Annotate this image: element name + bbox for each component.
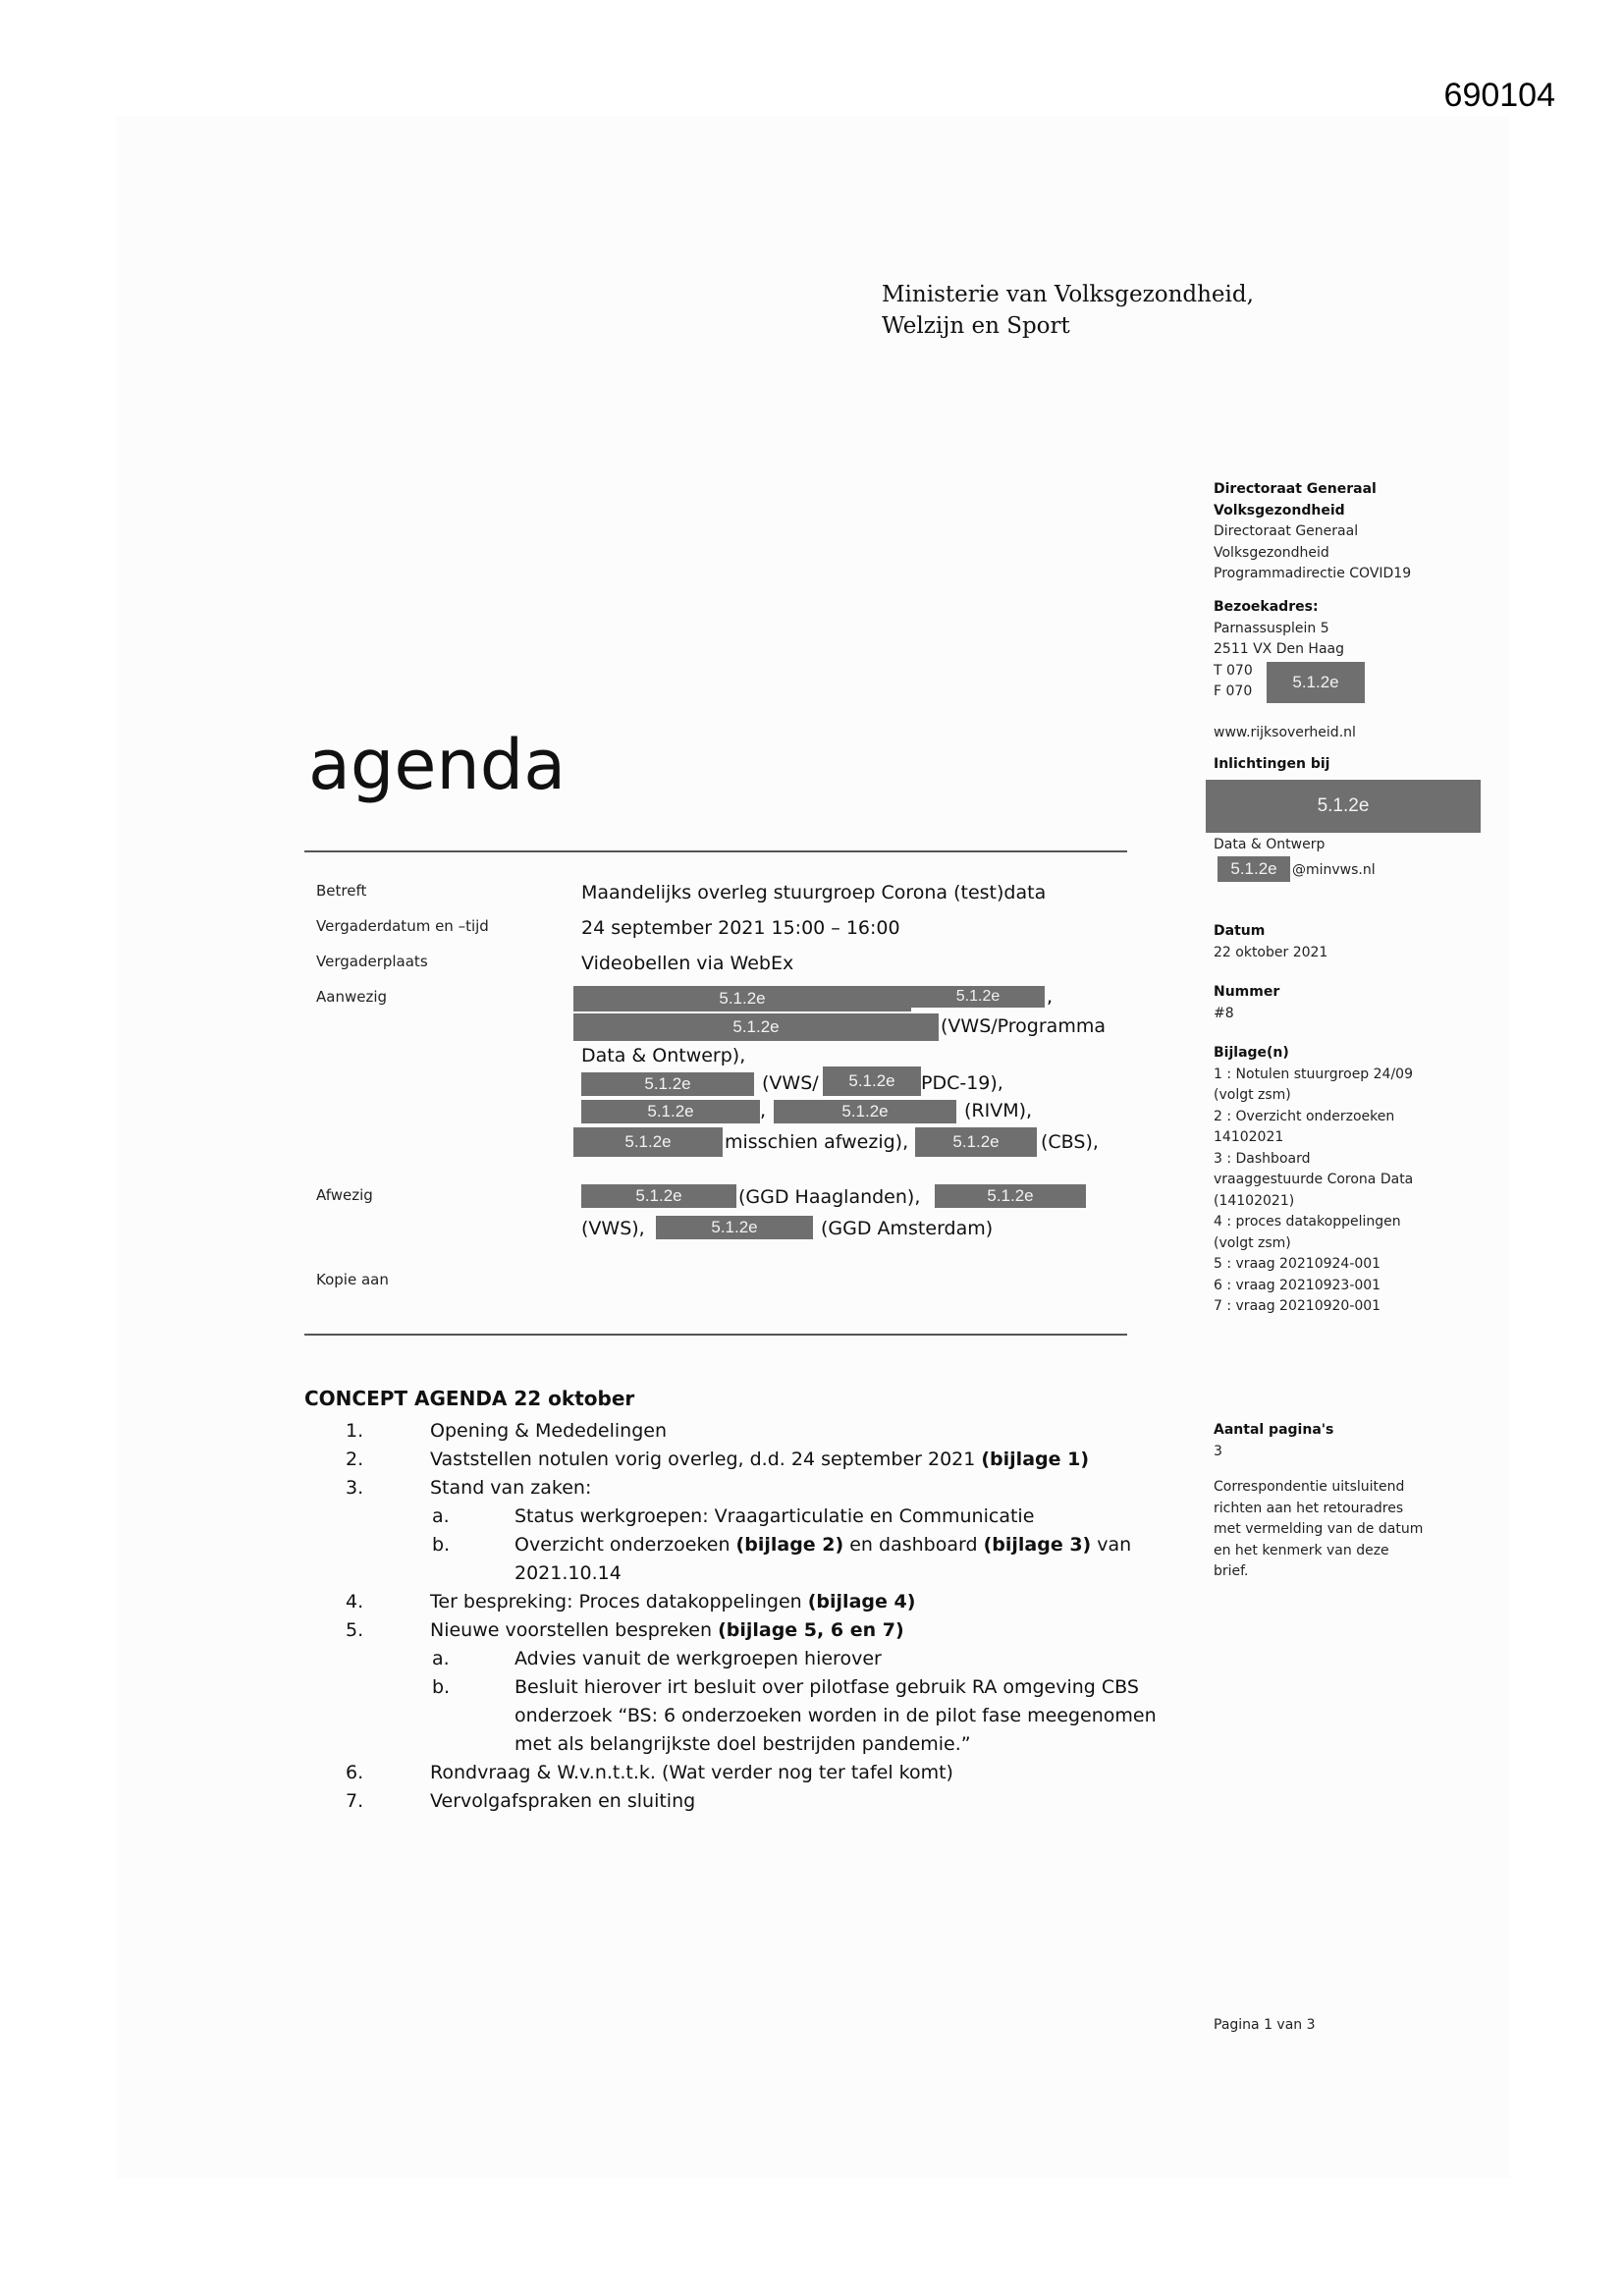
correspondence-line: richten aan het retouradres (1214, 1500, 1404, 1516)
sidebar-inlichtingen (1214, 754, 1329, 776)
redaction-box: 5.1.2e (1206, 780, 1481, 833)
agenda-subitem-letter: a. (432, 1648, 450, 1669)
redaction-box: 5.1.2e (656, 1216, 813, 1239)
redaction-box: 5.1.2e (1218, 856, 1290, 882)
kopie-label: Kopie aan (316, 1271, 389, 1288)
sidebar-pages-label: Aantal pagina's (1214, 1422, 1334, 1438)
page-number: Pagina 1 van 3 (1214, 2017, 1316, 2033)
aanwezig-comma: , (1047, 986, 1054, 1008)
sidebar-city: 2511 VX Den Haag (1214, 641, 1344, 657)
redaction-box: 5.1.2e (573, 1127, 723, 1157)
agenda-item-number: 2. (346, 1449, 364, 1470)
bijlage-line: 1 : Notulen stuurgroep 24/09 (1214, 1066, 1413, 1082)
agenda-subitem-text: Overzicht onderzoeken (bijlage 2) en dashboard (bijlage 3) van (514, 1534, 1132, 1556)
betreft-value: Maandelijks overleg stuurgroep Corona (test)data (581, 882, 1047, 903)
bijlage-line: 14102021 (1214, 1129, 1284, 1145)
redaction-box: 5.1.2e (573, 986, 911, 1011)
aanwezig-vws-programma: (VWS/Programma (941, 1015, 1106, 1037)
document-number: 690104 (1443, 77, 1555, 114)
bijlage-line: (14102021) (1214, 1192, 1295, 1209)
bijlage-line: 4 : proces datakoppelingen (1214, 1214, 1401, 1230)
sidebar-dg-bold-1: Directoraat Generaal (1214, 481, 1377, 497)
redaction-box: 5.1.2e (823, 1066, 921, 1096)
agenda-item-number: 5. (346, 1619, 364, 1641)
aanwezig-label: Aanwezig (316, 988, 388, 1006)
agenda-subitem-letter: b. (432, 1676, 451, 1698)
ministry-line-1: Ministerie van Volksgezondheid, (882, 282, 1254, 307)
agenda-subitem-letter: b. (432, 1534, 451, 1556)
bijlage-line: 5 : vraag 20210924-001 (1214, 1256, 1381, 1272)
correspondence-line: Correspondentie uitsluitend (1214, 1479, 1405, 1495)
page-title: agenda (308, 725, 567, 805)
bijlage-line: 3 : Dashboard (1214, 1150, 1311, 1167)
afwezig-ggd-amsterdam: (GGD Amsterdam) (821, 1218, 994, 1239)
plaats-label: Vergaderplaats (316, 953, 428, 970)
agenda-subitem-text-cont: onderzoek “BS: 6 onderzoeken worden in de pilot fase meegenomen (514, 1705, 1157, 1726)
datum-label: Vergaderdatum en –tijd (316, 917, 489, 935)
bijlage-line: 2 : Overzicht onderzoeken (1214, 1108, 1395, 1124)
sidebar-dg-2: Volksgezondheid (1214, 544, 1329, 561)
sidebar-nummer-value: #8 (1214, 1005, 1234, 1021)
sidebar-fax: F 070 (1214, 683, 1253, 699)
agenda-item-text: Ter bespreking: Proces datakoppelingen (bijlage 4) (430, 1591, 916, 1613)
agenda-subitem-letter: a. (432, 1505, 450, 1527)
redaction-box: 5.1.2e (935, 1184, 1086, 1208)
aanwezig-vws-open: (VWS/ (762, 1072, 819, 1094)
sidebar-nummer-label: Nummer (1214, 984, 1280, 1000)
bijlage-line: 7 : vraag 20210920-001 (1214, 1298, 1381, 1314)
sidebar-inlichtingen-label: Inlichtingen bij (1214, 756, 1330, 772)
bijlage-ref: (bijlage 4) (807, 1591, 916, 1613)
agenda-item-text: Rondvraag & W.v.n.t.t.k. (Wat verder nog ter tafel komt) (430, 1762, 953, 1783)
sidebar-datum-value: 22 oktober 2021 (1214, 944, 1328, 960)
sidebar-dg-1: Directoraat Generaal (1214, 523, 1359, 539)
agenda-subitem-text: Status werkgroepen: Vraagarticulatie en Communicatie (514, 1505, 1035, 1527)
aanwezig-misschien: misschien afwezig), (725, 1131, 909, 1153)
agenda-item-number: 4. (346, 1591, 364, 1613)
sidebar-bijlagen-label: Bijlage(n) (1214, 1045, 1289, 1061)
sidebar-correspondence (1214, 1477, 1423, 1583)
agenda-item-text: Opening & Mededelingen (430, 1420, 667, 1442)
redaction-box: 5.1.2e (774, 1100, 956, 1123)
sidebar-street: Parnassusplein 5 (1214, 620, 1329, 636)
agenda-item-number: 7. (346, 1790, 364, 1812)
sidebar-dg-bold-2: Volksgezondheid (1214, 502, 1345, 519)
sidebar-pages (1214, 1420, 1333, 1462)
agenda-subitem-text-cont: met als belangrijkste doel bestrijden pandemie.” (514, 1733, 971, 1755)
betreft-label: Betreft (316, 882, 367, 900)
redaction-box: 5.1.2e (915, 1127, 1037, 1157)
bottom-divider (304, 1334, 1127, 1336)
ministry-logo-text (882, 279, 1254, 342)
bijlage-ref: (bijlage 3) (983, 1534, 1092, 1556)
top-divider (304, 850, 1127, 852)
aanwezig-rivm: (RIVM), (964, 1100, 1033, 1121)
sidebar-nummer (1214, 982, 1279, 1024)
bijlage-line: 6 : vraag 20210923-001 (1214, 1277, 1381, 1293)
agenda-item-text: Nieuwe voorstellen bespreken (bijlage 5, 6 en 7) (430, 1619, 904, 1641)
sidebar-datum-label: Datum (1214, 923, 1266, 939)
redaction-box: 5.1.2e (911, 986, 1045, 1008)
agenda-heading: CONCEPT AGENDA 22 oktober (304, 1387, 635, 1410)
bijlage-line: (volgt zsm) (1214, 1234, 1291, 1251)
sidebar-bezoek-label: Bezoekadres: (1214, 599, 1319, 615)
agenda-subitem-text-cont: 2021.10.14 (514, 1562, 622, 1584)
aanwezig-data-ontwerp: Data & Ontwerp), (581, 1045, 746, 1066)
sidebar-datum (1214, 921, 1327, 963)
bijlage-line: vraaggestuurde Corona Data (1214, 1172, 1414, 1187)
bijlage-ref: (bijlage 1) (981, 1449, 1090, 1470)
sidebar-email-domain: @minvws.nl (1292, 862, 1376, 878)
datum-value: 24 september 2021 15:00 – 16:00 (581, 917, 900, 939)
ministry-line-2: Welzijn en Sport (882, 313, 1070, 339)
bijlage-line: (volgt zsm) (1214, 1087, 1291, 1103)
agenda-item-number: 6. (346, 1762, 364, 1783)
sidebar-directorate (1214, 479, 1411, 585)
afwezig-ggd-haaglanden: (GGD Haaglanden), (738, 1186, 921, 1208)
correspondence-line: en het kenmerk van deze (1214, 1542, 1389, 1558)
redaction-box: 5.1.2e (581, 1100, 760, 1123)
aanwezig-cbs: (CBS), (1041, 1131, 1099, 1153)
agenda-item-text: Stand van zaken: (430, 1477, 592, 1499)
agenda-item-text: Vervolgafspraken en sluiting (430, 1790, 696, 1812)
afwezig-vws: (VWS), (581, 1218, 645, 1239)
aanwezig-comma-2: , (760, 1100, 767, 1121)
redaction-box: 5.1.2e (1267, 662, 1365, 703)
afwezig-label: Afwezig (316, 1186, 373, 1204)
agenda-subitem-text: Besluit hierover irt besluit over pilotfase gebruik RA omgeving CBS (514, 1676, 1139, 1698)
sidebar-pages-value: 3 (1214, 1443, 1222, 1459)
bijlage-ref: (bijlage 2) (735, 1534, 844, 1556)
sidebar-bijlagen (1214, 1043, 1413, 1318)
plaats-value: Videobellen via WebEx (581, 953, 794, 974)
correspondence-line: met vermelding van de datum (1214, 1521, 1424, 1537)
agenda-item-number: 3. (346, 1477, 364, 1499)
aanwezig-pdc: PDC-19), (921, 1072, 1003, 1094)
sidebar-website[interactable]: www.rijksoverheid.nl (1214, 725, 1356, 740)
bijlage-ref: (bijlage 5, 6 en 7) (718, 1619, 904, 1641)
sidebar-tel: T 070 (1214, 662, 1253, 679)
sidebar-dept: Data & Ontwerp (1214, 837, 1326, 852)
agenda-item-text: Vaststellen notulen vorig overleg, d.d. 24 september 2021 (bijlage 1) (430, 1449, 1090, 1470)
sidebar-dg-3: Programmadirectie COVID19 (1214, 566, 1412, 581)
agenda-subitem-text: Advies vanuit de werkgroepen hierover (514, 1648, 882, 1669)
agenda-item-number: 1. (346, 1420, 364, 1442)
correspondence-line: brief. (1214, 1563, 1249, 1579)
redaction-box: 5.1.2e (581, 1072, 754, 1096)
redaction-box: 5.1.2e (573, 1013, 939, 1041)
redaction-box: 5.1.2e (581, 1184, 736, 1208)
